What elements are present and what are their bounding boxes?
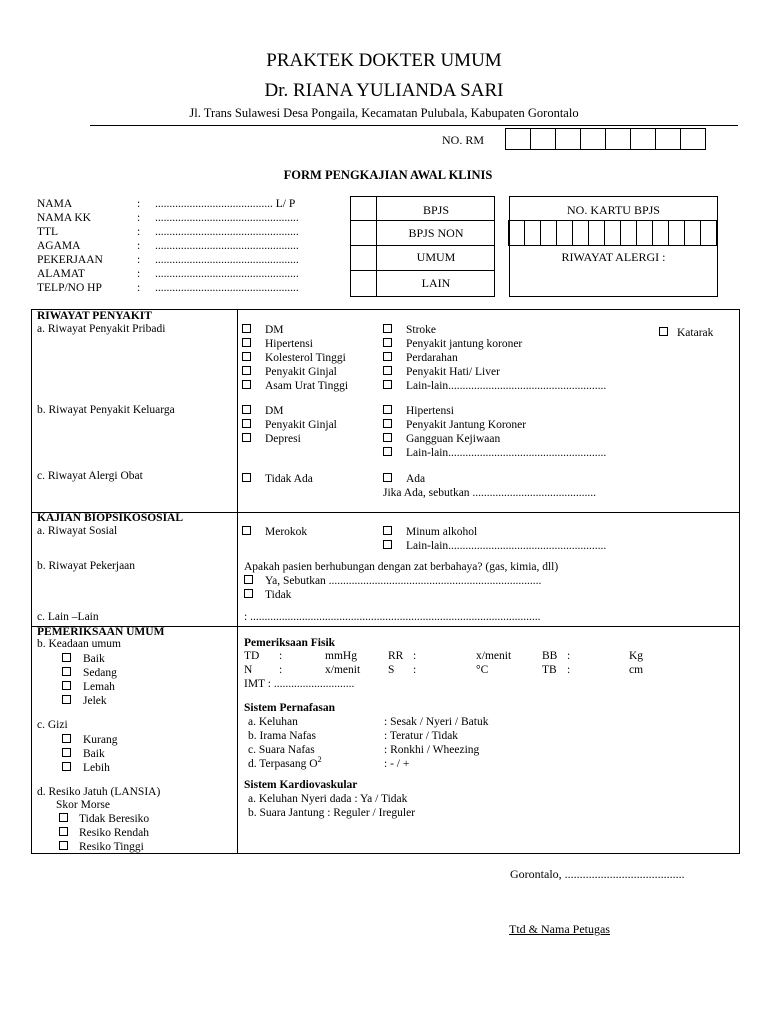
vital-s-colon: : bbox=[413, 664, 417, 676]
vital-bb-unit: Kg bbox=[629, 650, 644, 662]
vital-n-colon: : bbox=[279, 664, 283, 676]
form-title: FORM PENGKAJIAN AWAL KLINIS bbox=[283, 168, 493, 182]
alergi-col1 bbox=[242, 472, 313, 486]
checkbox-icon bbox=[242, 419, 251, 428]
vital-tb-label: TB bbox=[542, 664, 557, 676]
sistem-pernafasan-title: Sistem Pernafasan bbox=[244, 702, 336, 714]
checkbox-icon bbox=[62, 734, 71, 743]
lain-lain-field[interactable]: : ..................................................................................................... bbox=[244, 611, 541, 623]
option-dm[interactable]: DM bbox=[242, 404, 337, 418]
label-agama: AGAMA bbox=[37, 240, 81, 252]
identity-fields[interactable] bbox=[155, 197, 299, 295]
option-asam-urat[interactable]: Asam Urat Tinggi bbox=[242, 379, 348, 393]
pernafasan-labels: a. Keluhan b. Irama Nafas c. Suara Nafas d. Terpasang $O^2$ bbox=[248, 716, 322, 770]
vital-rr-colon: : bbox=[413, 650, 417, 662]
resiko-jatuh-label: d. Resiko Jatuh (LANSIA) bbox=[37, 786, 161, 798]
riwayat-sosial-label: a. Riwayat Sosial bbox=[37, 525, 118, 537]
checkbox-icon bbox=[242, 433, 251, 442]
agama-field: .................................................. bbox=[155, 240, 299, 252]
pekerjaan-field: .................................................. bbox=[155, 254, 299, 266]
option-alkohol[interactable]: Minum alkohol bbox=[383, 525, 606, 539]
label-nama: NAMA bbox=[37, 198, 73, 210]
option-jelek[interactable]: Jelek bbox=[62, 694, 117, 708]
sistem-kardiovaskular-title: Sistem Kardiovaskular bbox=[244, 779, 358, 791]
option-ya[interactable]: Ya, Sebutkan .......................................................................... bbox=[244, 574, 558, 588]
keadaan-umum-label: b. Keadaan umum bbox=[37, 638, 121, 650]
vital-td-label: TD bbox=[244, 650, 260, 662]
kardio-rows[interactable]: a. Keluhan Nyeri dada : Ya / Tidak b. Suara Jantung : Reguler / Ireguler bbox=[248, 793, 416, 819]
riwayat-pekerjaan-label: b. Riwayat Pekerjaan bbox=[37, 560, 136, 572]
skor-morse-label: Skor Morse bbox=[56, 799, 110, 811]
vital-n-label: N bbox=[244, 664, 253, 676]
vital-bb-colon: : bbox=[567, 650, 571, 662]
checkbox-icon bbox=[242, 352, 251, 361]
sosial-col1 bbox=[242, 525, 307, 539]
vital-rr-unit: x/menit bbox=[476, 650, 512, 662]
checkbox-lain[interactable] bbox=[351, 271, 376, 296]
pribadi-col2 bbox=[383, 323, 606, 393]
pernafasan-values[interactable]: : Sesak / Nyeri / Batuk : Teratur / Tidak : Ronkhi / Wheezing : - / + bbox=[384, 716, 489, 770]
checkbox-icon bbox=[383, 447, 392, 456]
identity-labels bbox=[37, 197, 103, 295]
no-rm-label: NO. RM bbox=[442, 133, 485, 147]
pemeriksaan-umum-heading: PEMERIKSAAN UMUM bbox=[37, 626, 165, 638]
vital-td-unit: mmHg bbox=[325, 650, 357, 662]
vital-bb-label: BB bbox=[542, 650, 558, 662]
alamat-field: .................................................. bbox=[155, 268, 299, 280]
option-jantung-koroner[interactable]: Penyakit Jantung Koroner bbox=[383, 418, 606, 432]
payment-bpjs-non: BPJS NON bbox=[408, 226, 464, 240]
checkbox-icon bbox=[62, 681, 71, 690]
checkbox-icon bbox=[59, 841, 68, 850]
vital-tb-unit: cm bbox=[629, 664, 644, 676]
option-lain-lain[interactable]: Lain-lain....................................................... bbox=[383, 379, 606, 393]
checkbox-icon bbox=[242, 366, 251, 375]
nama-kk-field: .................................................. bbox=[155, 212, 299, 224]
option-katarak[interactable]: Katarak bbox=[659, 326, 713, 340]
vital-s-unit: °C bbox=[476, 664, 489, 676]
option-tidak-beresiko[interactable]: Tidak Beresiko bbox=[59, 812, 149, 826]
option-baik[interactable]: Baik bbox=[62, 747, 118, 761]
header-rule bbox=[90, 125, 738, 126]
checkbox-icon bbox=[62, 667, 71, 676]
lain-lain-label: c. Lain –Lain bbox=[37, 611, 99, 623]
label-ttl: TTL bbox=[37, 226, 59, 238]
label-alamat: ALAMAT bbox=[37, 268, 85, 280]
option-lain-lain[interactable]: Lain-lain....................................................... bbox=[383, 539, 606, 553]
telp-field: .................................................. bbox=[155, 282, 299, 294]
option-depresi[interactable]: Depresi bbox=[242, 432, 337, 446]
clinic-address: Jl. Trans Sulawesi Desa Pongaila, Kecamatan Pulubala, Kabupaten Gorontalo bbox=[189, 106, 579, 120]
checkbox-icon bbox=[244, 589, 253, 598]
checkbox-icon bbox=[383, 380, 392, 389]
imt-field[interactable]: IMT : ............................ bbox=[244, 678, 355, 690]
nama-field: ......................................... L/ P bbox=[155, 198, 296, 210]
resiko-options bbox=[59, 812, 149, 854]
riwayat-keluarga-label: b. Riwayat Penyakit Keluarga bbox=[37, 404, 175, 416]
checkbox-icon bbox=[62, 762, 71, 771]
option-resiko-rendah[interactable]: Resiko Rendah bbox=[59, 826, 149, 840]
vital-rr-label: RR bbox=[388, 650, 404, 662]
riwayat-alergi-label: RIWAYAT ALERGI : bbox=[561, 250, 666, 264]
option-ginjal[interactable]: Penyakit Ginjal bbox=[242, 418, 337, 432]
place-date-field[interactable]: Gorontalo, ........................................ bbox=[510, 867, 685, 881]
no-rm-cells[interactable] bbox=[506, 128, 706, 150]
sosial-col2 bbox=[383, 525, 606, 553]
option-lemah[interactable]: Lemah bbox=[62, 680, 117, 694]
checkbox-icon bbox=[383, 366, 392, 375]
pribadi-col3 bbox=[659, 326, 713, 340]
option-jantung-koroner[interactable]: Penyakit jantung koroner bbox=[383, 337, 606, 351]
pekerjaan-question: Apakah pasien berhubungan dengan zat berbahaya? (gas, kimia, dll) bbox=[244, 561, 559, 573]
keluarga-col2 bbox=[383, 404, 606, 460]
option-perdarahan[interactable]: Perdarahan bbox=[383, 351, 606, 365]
checkbox-icon bbox=[242, 405, 251, 414]
doctor-name: Dr. RIANA YULIANDA SARI bbox=[264, 80, 504, 101]
pribadi-col1 bbox=[242, 323, 348, 393]
option-ginjal[interactable]: Penyakit Ginjal bbox=[242, 365, 348, 379]
checkbox-icon bbox=[62, 695, 71, 704]
gizi-label: c. Gizi bbox=[37, 719, 68, 731]
checkbox-icon bbox=[383, 324, 392, 333]
vital-tb-colon: : bbox=[567, 664, 571, 676]
checkbox-icon bbox=[59, 813, 68, 822]
identity-colons: : : : : : : : bbox=[137, 198, 141, 294]
clinic-title: PRAKTEK DOKTER UMUM bbox=[266, 50, 502, 71]
signature-label: Ttd & Nama Petugas bbox=[509, 922, 610, 936]
option-stroke[interactable]: Stroke bbox=[383, 323, 606, 337]
no-kartu-bpjs-cells[interactable] bbox=[509, 220, 717, 246]
label-pekerjaan: PEKERJAAN bbox=[37, 254, 103, 266]
checkbox-icon bbox=[659, 327, 668, 336]
checkbox-icon bbox=[244, 575, 253, 584]
pemeriksaan-fisik-title: Pemeriksaan Fisik bbox=[244, 637, 336, 649]
riwayat-penyakit-heading: RIWAYAT PENYAKIT bbox=[37, 310, 152, 322]
option-kejiwaan[interactable]: Gangguan Kejiwaan bbox=[383, 432, 606, 446]
option-kolesterol[interactable]: Kolesterol Tinggi bbox=[242, 351, 348, 365]
payment-lain: LAIN bbox=[421, 276, 451, 290]
option-kurang[interactable]: Kurang bbox=[62, 733, 118, 747]
checkbox-icon bbox=[242, 338, 251, 347]
option-tidak[interactable]: Tidak bbox=[244, 588, 558, 602]
vital-s-label: S bbox=[388, 664, 395, 676]
checkbox-icon bbox=[383, 419, 392, 428]
checkbox-icon bbox=[59, 827, 68, 836]
option-hati[interactable]: Penyakit Hati/ Liver bbox=[383, 365, 606, 379]
alergi-col2 bbox=[383, 472, 596, 500]
biopsikososial-heading: KAJIAN BIOPSIKOSOSIAL bbox=[37, 512, 184, 524]
riwayat-alergi-obat-label: c. Riwayat Alergi Obat bbox=[37, 470, 143, 482]
checkbox-bpjs-non[interactable] bbox=[351, 221, 376, 245]
checkbox-icon bbox=[242, 324, 251, 333]
option-lain-lain[interactable]: Lain-lain....................................................... bbox=[383, 446, 606, 460]
checkbox-icon bbox=[62, 653, 71, 662]
checkbox-icon bbox=[383, 473, 392, 482]
checkbox-icon bbox=[383, 526, 392, 535]
riwayat-pribadi-label: a. Riwayat Penyakit Pribadi bbox=[37, 323, 166, 335]
checkbox-icon bbox=[242, 526, 251, 535]
option-dm[interactable]: DM bbox=[242, 323, 348, 337]
option-sedang[interactable]: Sedang bbox=[62, 666, 117, 680]
alergi-sebutkan-field[interactable]: Jika Ada, sebutkan ........................................... bbox=[383, 487, 597, 499]
checkbox-umum[interactable] bbox=[351, 246, 376, 270]
checkbox-icon bbox=[242, 473, 251, 482]
checkbox-bpjs[interactable] bbox=[351, 197, 376, 220]
option-resiko-tinggi[interactable]: Resiko Tinggi bbox=[59, 840, 149, 854]
option-baik[interactable]: Baik bbox=[62, 652, 117, 666]
vital-n-unit: x/menit bbox=[325, 664, 361, 676]
option-ada[interactable]: Ada bbox=[383, 472, 596, 486]
label-nama-kk: NAMA KK bbox=[37, 212, 91, 224]
payment-umum: UMUM bbox=[416, 250, 456, 264]
checkbox-icon bbox=[383, 352, 392, 361]
checkbox-icon bbox=[383, 338, 392, 347]
keluarga-col1 bbox=[242, 404, 337, 446]
checkbox-icon bbox=[383, 433, 392, 442]
ttl-field: .................................................. bbox=[155, 226, 299, 238]
riwayat-alergi-field[interactable] bbox=[510, 266, 717, 296]
checkbox-icon bbox=[383, 540, 392, 549]
keadaan-options bbox=[62, 652, 117, 708]
checkbox-icon bbox=[62, 748, 71, 757]
no-kartu-bpjs-label: NO. KARTU BPJS bbox=[567, 203, 660, 217]
option-hipertensi[interactable]: Hipertensi bbox=[242, 337, 348, 351]
checkbox-icon bbox=[383, 405, 392, 414]
pekerjaan-block bbox=[244, 560, 558, 602]
option-lebih[interactable]: Lebih bbox=[62, 761, 118, 775]
vital-td-colon: : bbox=[279, 650, 283, 662]
option-merokok[interactable]: Merokok bbox=[242, 525, 307, 539]
option-tidak-ada[interactable]: Tidak Ada bbox=[242, 472, 313, 486]
label-telp: TELP/NO HP bbox=[37, 282, 102, 294]
gizi-options bbox=[62, 733, 118, 775]
checkbox-icon bbox=[242, 380, 251, 389]
payment-bpjs: BPJS bbox=[422, 203, 450, 217]
option-hipertensi[interactable]: Hipertensi bbox=[383, 404, 606, 418]
